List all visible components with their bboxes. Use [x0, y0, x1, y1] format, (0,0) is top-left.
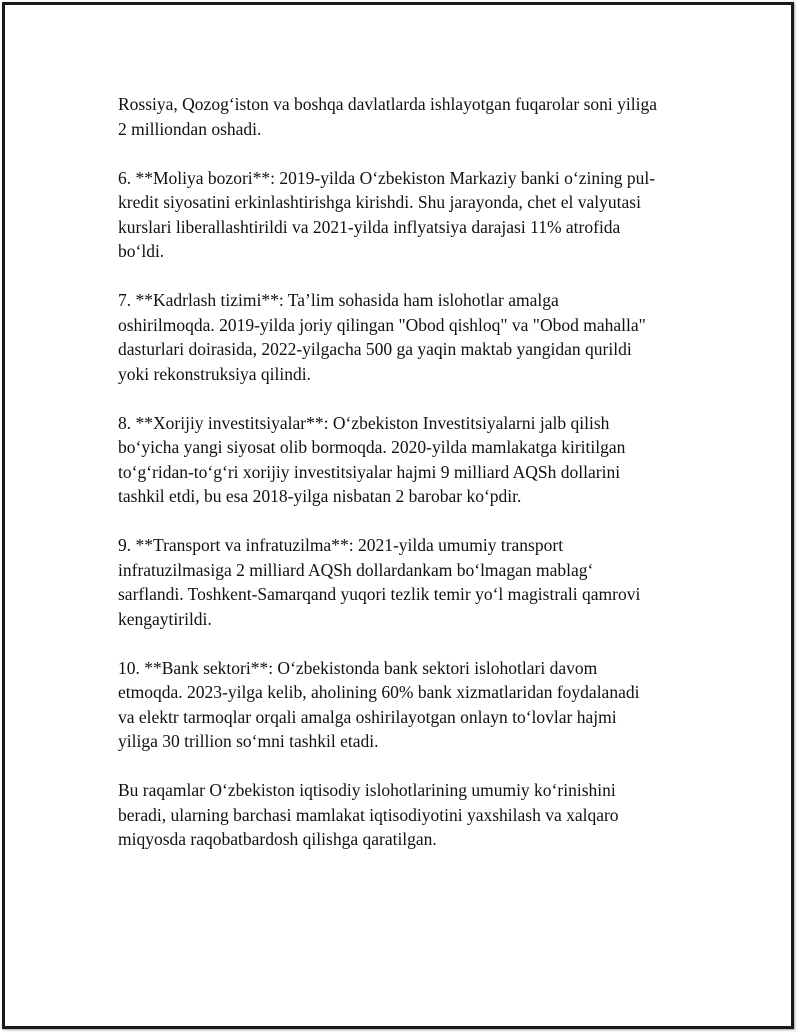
paragraph-kadrlash-tizimi: [118, 288, 698, 386]
paragraph-bank-sektori: [118, 656, 698, 754]
text-line: 2 milliondan oshadi.: [118, 118, 262, 139]
text-line: bo‘yicha yangi siyosat olib bormoqda. 2020-yilda mamlakatga kiritilgan: [118, 437, 626, 457]
text-line: yiliga 30 trillion so‘mni tashkil etadi.: [118, 731, 379, 751]
text-line: va elektr tarmoqlar orqali amalga oshirilayotgan onlayn to‘lovlar hajmi: [118, 706, 617, 727]
text-line: kurslari liberallashtirildi va 2021-yilda inflyatsiya darajasi 11% atrofida: [118, 216, 621, 237]
text-line: to‘g‘ridan-to‘g‘ri xorijiy investitsiyalar hajmi 9 milliard AQSh dollarini: [118, 461, 621, 482]
text-line: Rossiya, Qozog‘iston va boshqa davlatlarda ishlayotgan fuqarolar soni yiliga: [118, 94, 657, 114]
text-line: infratuzilmasiga 2 milliard AQSh dollardankam bo‘lmagan mablag‘: [118, 559, 594, 580]
text-line: 10. **Bank sektori**: O‘zbekistonda bank sektori islohotlari davom: [118, 657, 598, 678]
text-line: 6. **Moliya bozori**: 2019-yilda O‘zbekiston Markaziy banki o‘zining pul-: [118, 167, 656, 188]
text-line: tashkil etdi, bu esa 2018-yilga nisbatan 2 barobar ko‘pdir.: [118, 486, 522, 506]
text-line: sarflandi. Toshkent-Samarqand yuqori tezlik temir yo‘l magistrali qamrovi: [118, 584, 641, 604]
document-body: [118, 92, 698, 876]
text-line: dasturlari doirasida, 2022-yilgacha 500 ga yaqin maktab yangidan qurildi: [118, 339, 632, 359]
text-line: bo‘ldi.: [118, 241, 165, 261]
paragraph-intro: [118, 92, 698, 141]
paragraph-xorijiy-investitsiyalar: [118, 411, 698, 509]
text-line: yoki rekonstruksiya qilindi.: [118, 363, 311, 384]
text-line: Bu raqamlar O‘zbekiston iqtisodiy islohotlarining umumiy ko‘rinishini: [118, 780, 616, 800]
text-line: kengaytirildi.: [118, 608, 212, 629]
text-line: etmoqda. 2023-yilga kelib, aholining 60% bank xizmatlaridan foydalanadi: [118, 682, 640, 702]
text-line: 9. **Transport va infratuzilma**: 2021-yilda umumiy transport: [118, 535, 564, 555]
text-line: 7. **Kadrlash tizimi**: Ta’lim sohasida ham islohotlar amalga: [118, 290, 559, 310]
text-line: beradi, ularning barchasi mamlakat iqtisodiyotini yaxshilash va xalqaro: [118, 804, 619, 825]
text-line: kredit siyosatini erkinlashtirishga kirishdi. Shu jarayonda, chet el valyutasi: [118, 192, 641, 212]
text-line: 8. **Xorijiy investitsiyalar**: O‘zbekiston Investitsiyalarni jalb qilish: [118, 412, 610, 433]
text-line: oshirilmoqda. 2019-yilda joriy qilingan "Obod qishloq" va "Obod mahalla": [118, 314, 646, 335]
paragraph-moliya-bozori: [118, 166, 698, 264]
paragraph-transport: [118, 533, 698, 631]
paragraph-conclusion: [118, 778, 698, 852]
text-line: miqyosda raqobatbardosh qilishga qaratilgan.: [118, 829, 437, 849]
